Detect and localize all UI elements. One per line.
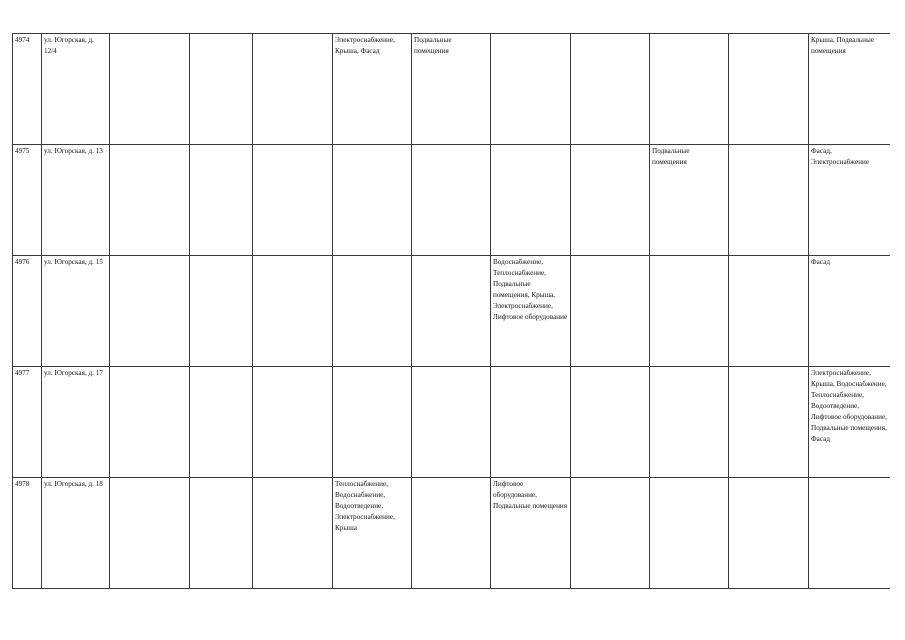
row-number: 4978 xyxy=(15,480,30,488)
work-type-cell xyxy=(491,367,571,478)
row-number-cell xyxy=(13,145,42,256)
work-type-cell xyxy=(110,367,190,478)
work-type-text: Крыша, Подвальные помещения xyxy=(811,36,875,55)
address-text: ул. Югорская, д. 18 xyxy=(44,480,103,488)
work-type-cell xyxy=(650,478,729,589)
row-number-cell xyxy=(13,34,42,145)
work-type-cell xyxy=(190,478,253,589)
work-type-text: Водоснабжение, Теплоснабжение, Подвальные помещения, Крыша, Электроснабжение, Лифтовое оборудование xyxy=(493,258,568,321)
work-type-cell xyxy=(253,367,333,478)
table-row xyxy=(13,256,890,367)
work-type-cell xyxy=(110,34,190,145)
address-text: ул. Югорская, д. 17 xyxy=(44,369,103,377)
work-type-cell xyxy=(412,256,491,367)
work-type-cell xyxy=(253,145,333,256)
work-type-cell xyxy=(190,34,253,145)
work-type-text: Лифтовое оборудование, Подвальные помещения xyxy=(493,480,568,510)
work-type-cell xyxy=(333,367,412,478)
work-type-cell xyxy=(650,367,729,478)
work-type-cell xyxy=(333,256,412,367)
work-type-cell xyxy=(729,145,809,256)
table-row xyxy=(13,367,890,478)
work-type-cell xyxy=(571,34,650,145)
work-type-cell xyxy=(491,256,571,367)
work-type-cell xyxy=(571,478,650,589)
document-page xyxy=(12,33,890,589)
work-type-cell xyxy=(190,256,253,367)
table-row xyxy=(13,145,890,256)
work-type-cell xyxy=(412,367,491,478)
work-type-text: Фасад xyxy=(811,258,830,266)
work-type-cell xyxy=(650,145,729,256)
work-type-cell xyxy=(190,145,253,256)
work-type-cell xyxy=(491,478,571,589)
work-type-cell xyxy=(571,256,650,367)
work-type-cell xyxy=(571,145,650,256)
repair-schedule-table xyxy=(12,33,890,589)
address-cell xyxy=(42,145,110,256)
row-number-cell xyxy=(13,256,42,367)
work-type-cell xyxy=(729,367,809,478)
work-type-text: Теплоснабжение, Водоснабжение, Водоотведение, Электроснабжение, Крыша xyxy=(335,480,395,532)
row-number-cell xyxy=(13,478,42,589)
address-cell xyxy=(42,34,110,145)
work-type-cell xyxy=(333,34,412,145)
work-type-cell xyxy=(729,256,809,367)
work-type-cell xyxy=(491,145,571,256)
work-type-cell xyxy=(729,478,809,589)
work-type-cell xyxy=(333,478,412,589)
work-type-cell xyxy=(412,34,491,145)
work-type-cell xyxy=(809,256,890,367)
work-type-cell xyxy=(491,34,571,145)
work-type-cell xyxy=(190,367,253,478)
work-type-cell xyxy=(650,256,729,367)
address-text: ул. Югорская, д. 15 xyxy=(44,258,103,266)
row-number: 4977 xyxy=(15,369,30,377)
work-type-cell xyxy=(729,34,809,145)
row-number-cell xyxy=(13,367,42,478)
work-type-cell xyxy=(110,478,190,589)
work-type-cell xyxy=(253,478,333,589)
work-type-cell xyxy=(809,145,890,256)
work-type-cell xyxy=(809,367,890,478)
address-text: ул. Югорская, д. 13 xyxy=(44,147,103,155)
row-number: 4976 xyxy=(15,258,30,266)
work-type-text: Подвальные помещения xyxy=(652,147,690,166)
work-type-cell xyxy=(809,478,890,589)
work-type-cell xyxy=(110,256,190,367)
row-number: 4975 xyxy=(15,147,30,155)
row-number: 4974 xyxy=(15,36,30,44)
address-cell xyxy=(42,478,110,589)
address-cell xyxy=(42,256,110,367)
work-type-cell xyxy=(650,34,729,145)
work-type-text: Электроснабжение, Крыша, Водоснабжение, Теплоснабжение, Водоотведение, Лифтовое оборудование, Подвальные помещения, Фасад xyxy=(811,369,887,443)
address-cell xyxy=(42,367,110,478)
work-type-cell xyxy=(253,34,333,145)
work-type-cell xyxy=(253,256,333,367)
work-type-cell xyxy=(809,34,890,145)
work-type-text: Фасад, Электроснабжение xyxy=(811,147,870,166)
table-row xyxy=(13,34,890,145)
work-type-cell xyxy=(412,478,491,589)
table-row xyxy=(13,478,890,589)
work-type-cell xyxy=(110,145,190,256)
work-type-text: Электроснабжение, Крыша, Фасад xyxy=(335,36,395,55)
work-type-cell xyxy=(412,145,491,256)
work-type-cell xyxy=(333,145,412,256)
work-type-text: Подвальные помещения xyxy=(414,36,452,55)
address-text: ул. Югорская, д. 12/4 xyxy=(44,36,94,55)
table-body xyxy=(13,34,890,589)
work-type-cell xyxy=(571,367,650,478)
